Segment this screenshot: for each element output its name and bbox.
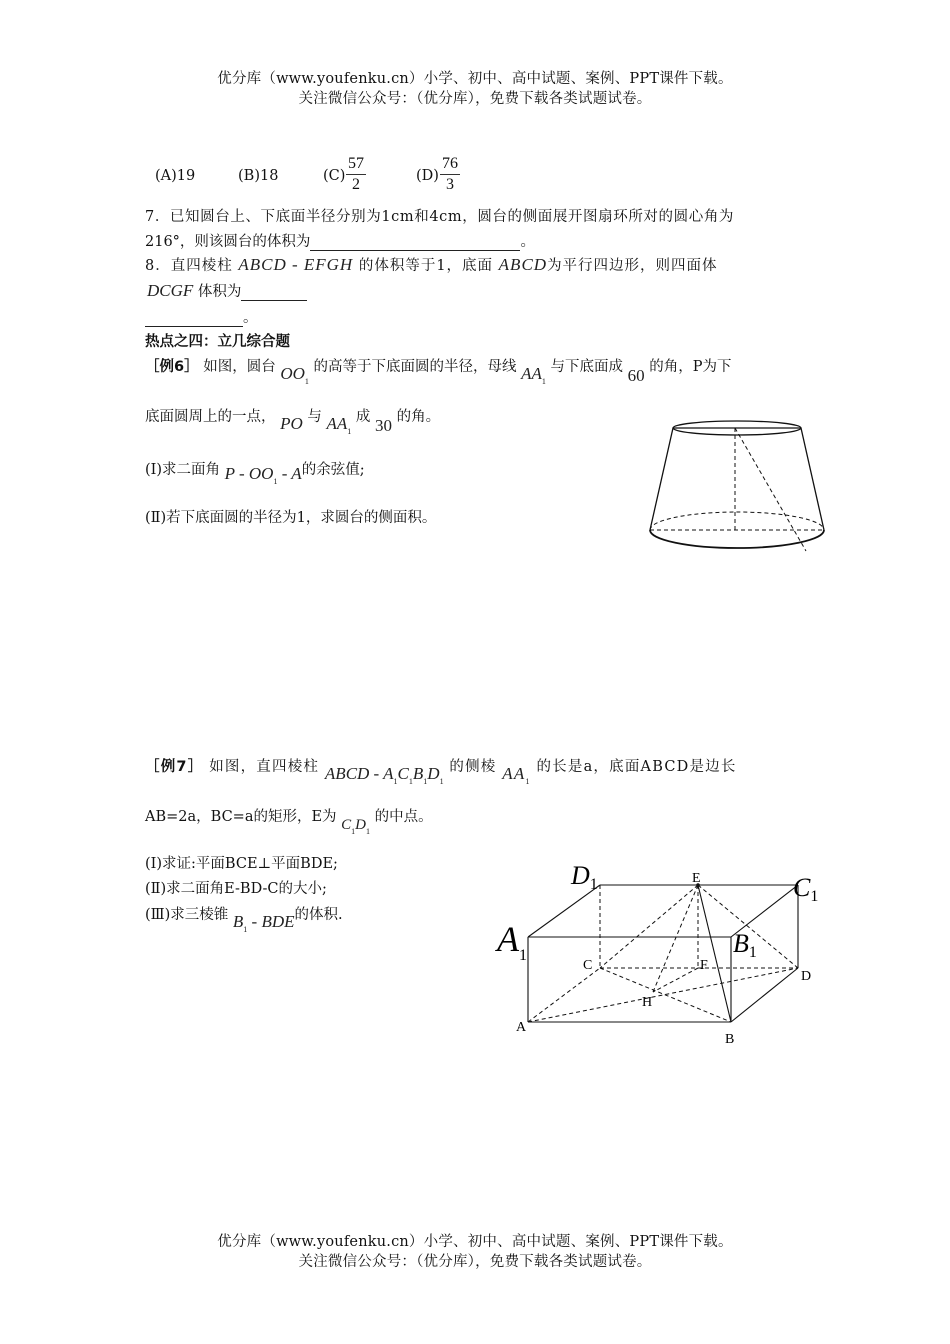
option-d-fraction <box>440 154 460 195</box>
line-ec-hidden <box>600 885 698 968</box>
ex6-text: 底面圆周上的一点， <box>145 409 276 425</box>
ex7-text: 的长是a，底面ABCD是边长 <box>536 759 737 775</box>
math-60: 60 <box>627 366 645 385</box>
label-f: F <box>700 958 708 973</box>
math-pyramid: $B_1$ - BDE <box>232 912 295 934</box>
ex7-q1: (Ⅰ)求证:平面BCE⊥平面BDE; <box>145 856 338 872</box>
q7-line-1: 7．已知圆台上、下底面半径分别为1cm和4cm，圆台的侧面展开图扇环所对的圆心角为 <box>145 209 735 225</box>
ex7-q3-suffix: 的体积. <box>294 907 343 923</box>
ex7-q2: (Ⅱ)求二面角E-BD-C的大小; <box>145 881 327 897</box>
ex6-line-1 <box>145 355 732 386</box>
label-c: C <box>583 958 593 973</box>
label-a: A <box>516 1020 527 1035</box>
ex6-text: 如图，圆台 <box>203 359 276 375</box>
q8-base: ABCD <box>498 255 548 274</box>
ex6-line-2 <box>145 405 441 436</box>
prism-figure <box>495 860 830 1050</box>
section-title: 热点之四：立几综合题 <box>145 334 290 350</box>
q8-mid: 的体积等于1，底面 <box>358 258 494 274</box>
q8-solid: ABCD - EFGH <box>238 255 354 274</box>
ex6-q1-prefix: (Ⅰ)求二面角 <box>145 462 221 478</box>
edge-bd <box>731 968 798 1022</box>
ex6-q1-suffix: 的余弦值; <box>301 462 365 478</box>
ex7-line-2 <box>145 805 433 836</box>
q8-tail: 为平行四边形，则四面体 <box>547 258 718 274</box>
ex6-text: 与下底面成 <box>550 359 623 375</box>
label-b: B <box>725 1032 735 1047</box>
line-fh-hidden <box>653 968 698 992</box>
q8-line-2 <box>147 280 307 301</box>
label-e: E <box>692 871 701 886</box>
label-b1: B1 <box>733 929 757 961</box>
q8-ask: 体积为 <box>197 284 242 300</box>
answer-blank <box>145 310 243 327</box>
option-a: (A)19 <box>155 168 196 184</box>
math-aa1: $AA_1$ <box>326 414 352 436</box>
ex6-text: 的角，P为下 <box>649 359 732 375</box>
diag-ad-hidden <box>528 968 798 1022</box>
q8-tetra: DCGF <box>147 281 194 300</box>
bottom-ellipse-front <box>650 530 824 548</box>
label-h: H <box>642 995 653 1010</box>
option-c-fraction <box>346 154 366 195</box>
edge-ac-hidden <box>528 968 600 1022</box>
math-aa1: $AA_1$ <box>502 764 531 786</box>
fraction-denominator: 3 <box>446 176 454 193</box>
ex7-tag: ［例7］ <box>145 759 204 775</box>
fraction-denominator: 2 <box>352 176 360 193</box>
option-d-label: (D) <box>416 168 439 184</box>
generatrix-left <box>650 428 673 530</box>
math-dihedral: P - $OO_1$ - A <box>224 464 302 486</box>
answer-blank <box>241 284 307 301</box>
footer-line-1: 优分库（www.youfenku.cn）小学、初中、高中试题、案例、PPT课件下载。 <box>217 1234 733 1250</box>
fraction-numerator: 76 <box>440 154 460 175</box>
line-eh-hidden <box>653 885 698 992</box>
generatrix-right <box>801 428 824 530</box>
ex7-line-1 <box>145 755 737 786</box>
ex7-text: AB=2a，BC=a的矩形，E为 <box>145 809 337 825</box>
ex7-q3-prefix: (Ⅲ)求三棱锥 <box>145 907 229 923</box>
q7-text: 216°，则该圆台的体积为 <box>145 234 311 250</box>
header-line-1: 优分库（www.youfenku.cn）小学、初中、高中试题、案例、PPT课件下载。 <box>217 71 733 87</box>
ex6-text: 成 <box>355 409 371 425</box>
segment-po <box>735 428 806 551</box>
q8-end: 。 <box>243 310 258 326</box>
q8-line-3 <box>145 306 258 327</box>
ex6-text: 的高等于下底面圆的半径，母线 <box>313 359 517 375</box>
ex6-tag: ［例6］ <box>145 359 199 375</box>
q7-end: 。 <box>520 234 535 250</box>
q8-prefix: 8．直四棱柱 <box>145 258 233 274</box>
label-d1: D1 <box>571 861 598 893</box>
answer-blank <box>310 234 520 251</box>
option-c-label: (C) <box>323 168 346 184</box>
label-c1: C1 <box>793 873 819 905</box>
label-d: D <box>801 969 812 984</box>
math-oo1: $OO_1$ <box>280 364 309 386</box>
label-a1: $A_1$ <box>497 919 527 964</box>
math-po: PO <box>280 414 303 433</box>
ex7-text: 的侧棱 <box>449 759 497 775</box>
math-prism: ABCD - $A_1C_1B_1D_1$ <box>324 764 444 786</box>
ex7-text: 的中点。 <box>374 809 433 825</box>
bottom-ellipse-back <box>650 512 824 530</box>
ex7-q3 <box>145 903 343 934</box>
math-aa1: $AA_1$ <box>521 364 546 386</box>
q7-line-2 <box>145 230 535 251</box>
ex6-text: 的角。 <box>396 409 441 425</box>
math-30: 30 <box>375 416 392 435</box>
ex6-text: 与 <box>307 409 322 425</box>
q8-line-1 <box>145 254 718 275</box>
edge-eb <box>698 885 731 1022</box>
frustum-figure <box>640 410 840 570</box>
fraction-numerator: 57 <box>346 154 366 175</box>
ex7-text: 如图，直四棱柱 <box>209 759 320 775</box>
ex6-q2: (Ⅱ)若下底面圆的半径为1，求圆台的侧面积。 <box>145 510 437 526</box>
option-b: (B)18 <box>238 168 279 184</box>
math-c1d1: $C_1D_1$ <box>341 817 371 836</box>
footer-line-2: 关注微信公众号：（优分库），免费下载各类试题试卷。 <box>298 1254 652 1270</box>
header-line-2: 关注微信公众号：（优分库），免费下载各类试题试卷。 <box>298 91 652 107</box>
ex6-q1 <box>145 458 365 486</box>
